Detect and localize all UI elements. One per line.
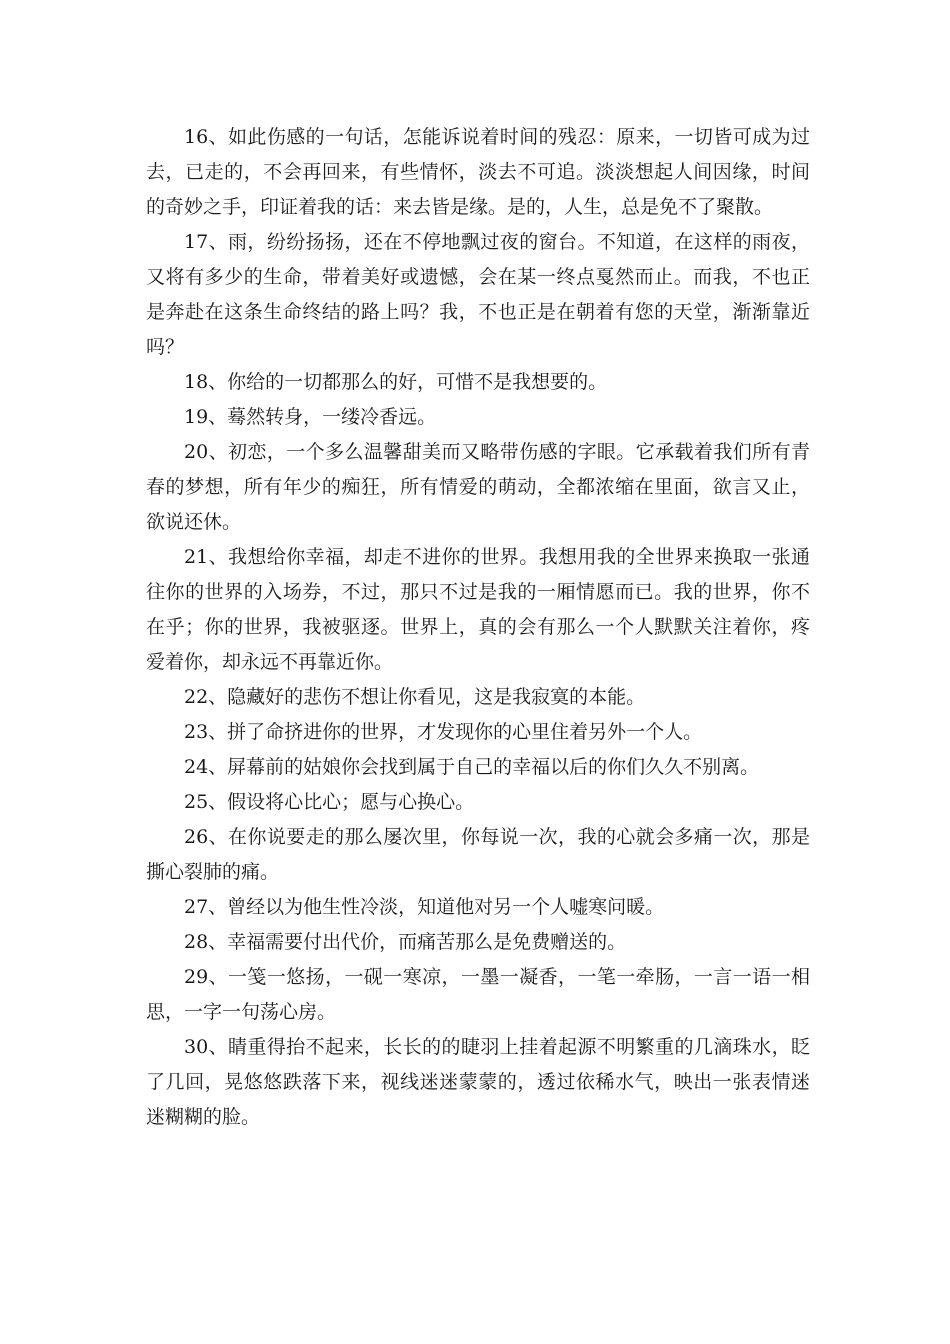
paragraph-24: 24、屏幕前的姑娘你会找到属于自己的幸福以后的你们久久不别离。 bbox=[184, 756, 760, 778]
paragraph-16: 16、如此伤感的一句话，怎能诉说着时间的残忍：原来，一切皆可成为过去，已走的，不会再回来，有些情怀，淡去不可追。淡淡想起人间因缘，时间的奇妙之手，印证着我的话：来去皆是缘。是的，人生，总是免不了聚散。 bbox=[146, 126, 810, 218]
paragraph-19: 19、蓦然转身，一缕冷香远。 bbox=[184, 406, 437, 428]
paragraph-21: 21、我想给你幸福，却走不进你的世界。我想用我的全世界来换取一张通往你的世界的入场券，不过，那只不过是我的一厢情愿而已。我的世界，你不在乎；你的世界，我被驱逐。世界上，真的会有那么一个人默默关注着你，疼爱着你，却永远不再靠近你。 bbox=[146, 546, 810, 673]
paragraph-27: 27、曾经以为他生性冷淡，知道他对另一个人嘘寒问暖。 bbox=[184, 896, 665, 918]
paragraph-22: 22、隐藏好的悲伤不想让你看见，这是我寂寞的本能。 bbox=[184, 686, 646, 708]
paragraph-20: 20、初恋，一个多么温馨甜美而又略带伤感的字眼。它承载着我们所有青春的梦想，所有年少的痴狂，所有情爱的萌动，全都浓缩在里面，欲言又止，欲说还休。 bbox=[146, 441, 810, 533]
paragraph-18: 18、你给的一切都那么的好，可惜不是我想要的。 bbox=[184, 371, 608, 393]
paragraph-23: 23、拼了命挤进你的世界，才发现你的心里住着另外一个人。 bbox=[184, 721, 703, 743]
paragraph-29: 29、一笺一悠扬，一砚一寒凉，一墨一凝香，一笔一牵肠，一言一语一相思，一字一句荡心房。 bbox=[146, 966, 810, 1023]
paragraph-30: 30、睛重得抬不起来，长长的的睫羽上挂着起源不明繁重的几滴珠水，眨了几回，晃悠悠跌落下来，视线迷迷蒙蒙的，透过依稀水气，映出一张表情迷迷糊糊的脸。 bbox=[146, 1036, 810, 1128]
paragraph-25: 25、假设将心比心；愿与心换心。 bbox=[184, 791, 475, 813]
document-body bbox=[146, 120, 810, 1135]
paragraph-28: 28、幸福需要付出代价，而痛苦那么是免费赠送的。 bbox=[184, 931, 627, 953]
paragraph-17: 17、雨，纷纷扬扬，还在不停地飘过夜的窗台。不知道，在这样的雨夜，又将有多少的生命，带着美好或遗憾，会在某一终点戛然而止。而我，不也正是奔赴在这条生命终结的路上吗？我，不也正是在朝着有您的天堂，渐渐靠近吗？ bbox=[146, 231, 810, 358]
paragraph-26: 26、在你说要走的那么屡次里，你每说一次，我的心就会多痛一次，那是撕心裂肺的痛。 bbox=[146, 826, 810, 883]
